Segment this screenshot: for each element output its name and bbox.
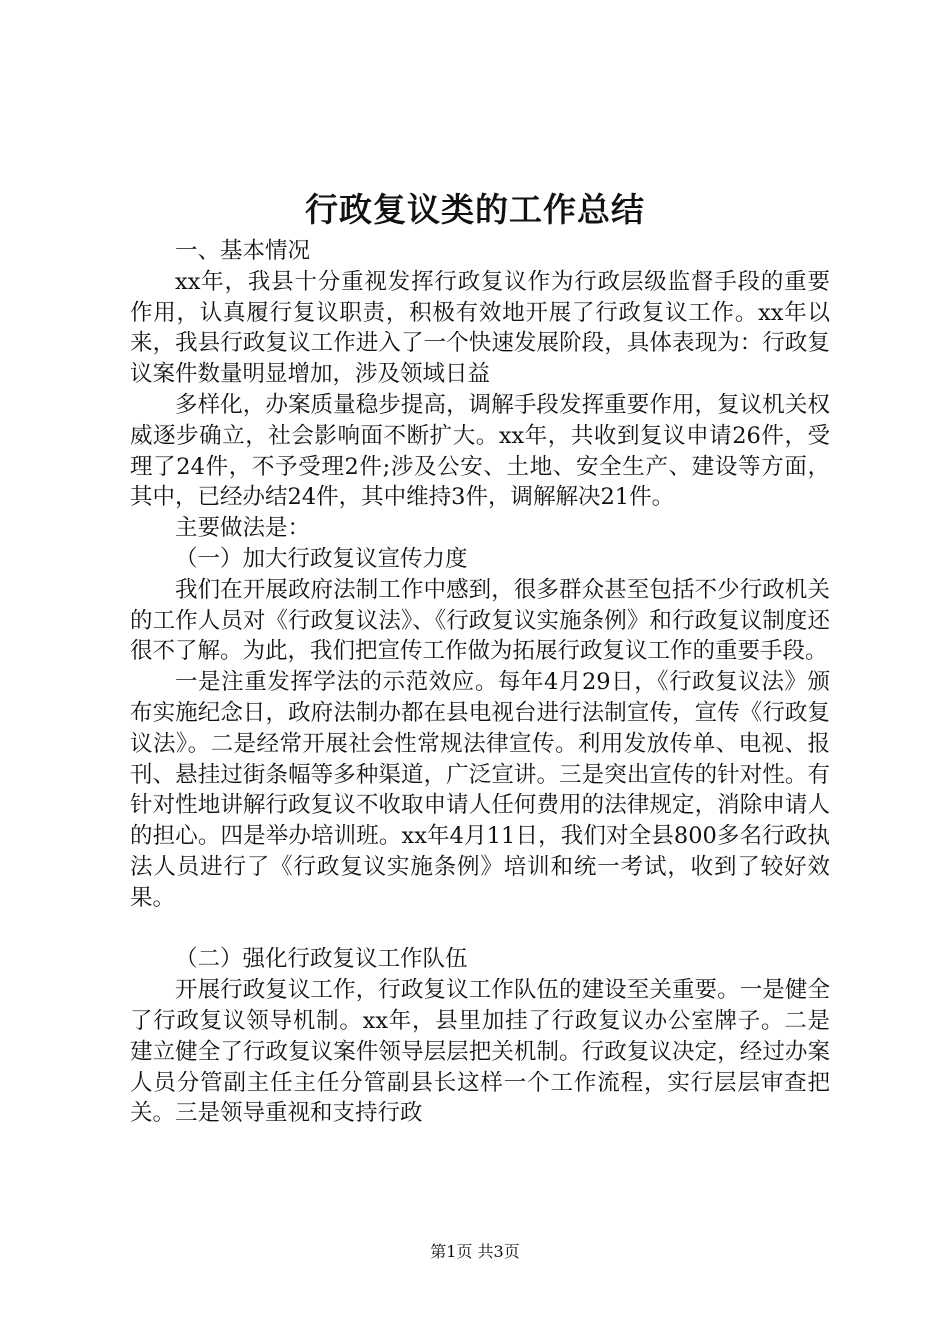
section-heading-basic-situation: 一、基本情况 <box>175 238 311 264</box>
page-footer: 第1页 共3页 <box>430 1242 520 1261</box>
document-body <box>130 236 830 1129</box>
paragraph-publicity-measures: 一是注重发挥学法的示范效应。每年4月29日，《行政复议法》颁布实施纪念日，政府法制办都在县电视台进行法制宣传，宣传《行政复议法》。二是经常开展社会性常规法律宣传。利用发放传单、电视、报刊、悬挂过街条幅等多种渠道，广泛宣讲。三是突出宣传的针对性。有针对性地讲解行政复议不收取申请人任何费用的法律规定，消除申请人的担心。四是举办培训班。xx年4月11日，我们对全县800多名行政执法人员进行了《行政复议实施条例》培训和统一考试，收到了较好效果。 <box>130 669 830 911</box>
subsection-heading-publicity: （一）加大行政复议宣传力度 <box>175 545 468 572</box>
paragraph-publicity-reason: 我们在开展政府法制工作中感到，很多群众甚至包括不少行政机关的工作人员对《行政复议法》、《行政复议实施条例》和行政复议制度还很不了解。为此，我们把宣传工作做为拓展行政复议工作的重要手段。 <box>130 576 830 665</box>
paragraph-team-building: 开展行政复议工作，行政复议工作队伍的建设至关重要。一是健全了行政复议领导机制。xx年，县里加挂了行政复议办公室牌子。二是建立健全了行政复议案件领导层层把关机制。行政复议决定，经过办案人员分管副主任主任分管副县长这样一个工作流程，实行层层审查把关。三是领导重视和支持行政 <box>130 977 830 1127</box>
paragraph-overview: xx年，我县十分重视发挥行政复议作为行政层级监督手段的重要作用，认真履行复议职责，积极有效地开展了行政复议工作。xx年以来，我县行政复议工作进入了一个快速发展阶段，具体表现为：行政复议案件数量明显增加，涉及领域日益 <box>130 268 830 388</box>
paragraph-statistics: 多样化，办案质量稳步提高，调解手段发挥重要作用，复议机关权威逐步确立，社会影响面不断扩大。xx年，共收到复议申请26件，受理了24件，不予受理2件;涉及公安、土地、安全生产、建设等方面，其中，已经办结24件，其中维持3件，调解解决21件。 <box>130 391 830 511</box>
document-title: 行政复议类的工作总结 <box>305 190 645 229</box>
subsection-heading-team: （二）强化行政复议工作队伍 <box>175 946 468 973</box>
paragraph-main-practices-intro: 主要做法是： <box>175 515 311 542</box>
